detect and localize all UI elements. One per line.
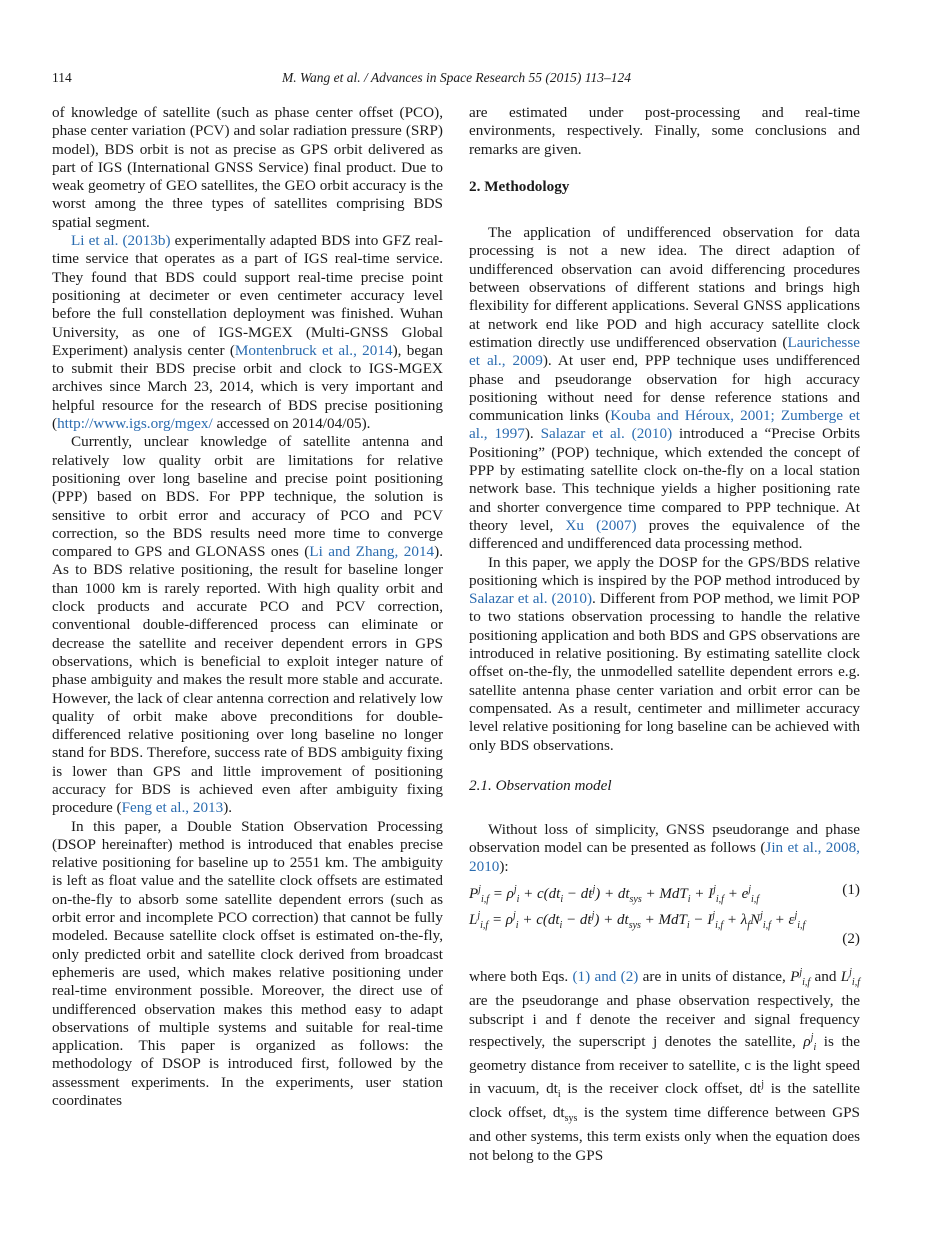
- paragraph: Without loss of simplicity, GNSS pseudorange and phase observation model can be presented as follows (Jin et al., 2008, 2010):: [469, 821, 860, 875]
- citation-link[interactable]: Jin et al., 2008, 2010: [469, 839, 860, 875]
- equation-2: [469, 904, 860, 931]
- paragraph: In this paper, a Double Station Observation Processing (DSOP hereinafter) method is introduced that enables precise relative positioning for baseline up to 2551 km. The ambiguity is left as float value and the satellite clock offsets are estimated on-the-fly to absorb some satellite dependent errors (such as orbit error and incomplete PCO correction) that cannot be fully modeled. Because satellite clock offset is estimated on-the-fly, only predicted orbit and satellite clock derived from broadcast ephemeris are used, which makes relative positioning under real-time environment possible. Moreover, the direct use of undifferenced observation makes this method easy to adapt observations of multiple systems and suitable for real-time application. This paper is organized as follows: the methodology of DSOP is introduced first, followed by the assessment experiments. In the experiments, user station coordinates: [52, 817, 443, 1110]
- equation-1-number: (1): [842, 880, 860, 898]
- journal-citation: M. Wang et al. / Advances in Space Research 55 (2015) 113–124: [281, 70, 632, 85]
- section-heading: 2. Methodology: [469, 177, 570, 195]
- paragraph: In this paper, we apply the DOSP for the GPS/BDS relative positioning which is inspired by the POP method introduced by Salazar et al. (2010). Different from POP method, we limit POP to two stations observation processing to handle the relative positioning application and both BDS and GPS observations are introduced in relative positioning. By estimating satellite clock offset on-the-fly, the unmodelled satellite dependent errors e.g. satellite antenna phase center variation and orbit error can be compensated. As a result, centimeter and millimeter accuracy level relative positioning for long baseline can be achieved with only BDS observations.: [469, 553, 860, 754]
- paragraph: Currently, unclear knowledge of satellite antenna and relatively low quality orbit are limitations for relative positioning over long baseline and precise point positioning (PPP) based on BDS. For PPP technique, the solution is sensitive to orbit error and accuracy of PCO and PCV correction, so the BDS results need more time to converge compared to GPS and GLONASS ones (Li and Zhang, 2014). As to BDS relative positioning, the result for baseline longer than 1000 km is rarely reported. With high quality orbit and clock products and accurate PCO and PCV correction, conventional double-differenced process can eliminate or decrease the satellite and receiver dependent errors in GPS observations, which is beneficial to exploit integer nature of phase ambiguity and makes the result more stable and accurate. However, the lack of clear antenna correction and relatively low quality of orbit make above preconditions for double-differenced relative positioning over long baseline no longer stand for BDS. Therefore, success rate of BDS ambiguity fixing is lower than GPS and little improvement of positioning accuracy for BDS is achieved even after ambiguity fixing procedure (Feng et al., 2013).: [52, 433, 443, 817]
- citation-link[interactable]: Salazar et al. (2010): [469, 590, 593, 608]
- paragraph: The application of undifferenced observation for data processing is not a new idea. The direct adaption of undifferenced observation can avoid differencing procedures between observations of different stations and brings high flexibility for different applications. Several GNSS applications at network end like POD and high accuracy satellite clock estimation directly use undifferenced observation (Laurichesse et al., 2009). At user end, PPP technique uses undifferenced phase and pseudorange observation for high accuracy positioning without need for dense reference stations and communication links (Kouba and Héroux, 2001; Zumberge et al., 1997). Salazar et al. (2010) introduced a “Precise Orbits Positioning” (POP) technique, which extended the concept of PPP by estimating satellite clock on-the-fly on a local station network base. This technique yields a higher positioning rate and shorter convergence time compared to PPP technique. At theory level, Xu (2007) proves the equivalence of the differenced and undifferenced data processing method.: [469, 224, 860, 553]
- paragraph: where both Eqs. (1) and (2) are in units of distance, $P^j_{i,f}$ and $L^j_{i,f}$ are the pseudorange and phase observation respectively, the subscript i and f denote the receiver and signal frequency respectively, the superscript j denotes the satellite, $\rho^j_i$ is the geometry distance from receiver to satellite, c is the light speed in vacuum, $dt_i$ is the receiver clock offset, $dt^j$ is the satellite clock offset, $dt_{sys}$ is the system time difference between GPS and other systems, this term exists only when the equation does not belong to the GPS: [469, 966, 861, 1164]
- url-link[interactable]: http://www.igs.org/mgex/: [57, 415, 213, 433]
- left-column: [52, 104, 443, 1110]
- citation-link[interactable]: Montenbruck et al., 2014: [234, 341, 393, 359]
- citation-link[interactable]: Salazar et al. (2010): [540, 425, 673, 443]
- citation-link[interactable]: Li et al. (2013b): [71, 232, 171, 250]
- paragraph: are estimated under post-processing and real-time environments, respectively. Finally, some conclusions and remarks are given.: [469, 104, 860, 158]
- page-number: 114: [52, 70, 72, 85]
- equation-link[interactable]: (1) and (2): [572, 968, 639, 986]
- paragraph: Li et al. (2013b) experimentally adapted BDS into GFZ real-time service that operates as a part of IGS real-time service. They found that BDS could support real-time precise point positioning at decimeter or even centimeter accuracy level before the full constellation deployment was finished. Wuhan University, as one of IGS-MGEX (Multi-GNSS Global Experiment) analysis center (Montenbruck et al., 2014), began to submit their BDS precise orbit and clock to IGS-MGEX archives since March 23, 2014, which is very important and helpful resource for the research of BDS precise positioning (http://www.igs.org/mgex/ accessed on 2014/04/05).: [52, 232, 443, 433]
- citation-link[interactable]: Feng et al., 2013: [121, 799, 224, 817]
- citation-link[interactable]: Li and Zhang, 2014: [309, 543, 435, 561]
- subsection-heading: 2.1. Observation model: [469, 776, 612, 794]
- equation-1: [469, 878, 860, 905]
- citation-link[interactable]: Xu (2007): [565, 516, 637, 534]
- right-column: [469, 104, 860, 1165]
- equation-2-number: (2): [842, 929, 860, 947]
- citation-link[interactable]: Laurichesse et al., 2009: [469, 333, 860, 370]
- paragraph: of knowledge of satellite (such as phase center offset (PCO), phase center variation (PCV) and solar radiation pressure (SRP) model), BDS orbit is not as precise as GPS orbit delivered as part of IGS (International GNSS Service) final product. Due to weak geometry of GEO satellites, the GEO orbit accuracy is the worst among the three types of satellites comprising BDS spatial segment.: [52, 104, 443, 231]
- equation-1-formula: $P^j_{i,f} = \rho^j_i + c(dt_i - dt^j) + dt_{sys} + MdT_i + I^j_{i,f} + e^j_{i,f}$: [469, 883, 760, 905]
- equation-2-formula: $L^j_{i,f} = \rho^j_i + c(dt_i - dt^j) + dt_{sys} + MdT_i - I^j_{i,f} + \lambda_fN^j_{i,f} + \varepsilon^j_{i,f}$: [469, 909, 806, 931]
- running-header: [52, 70, 861, 90]
- citation-link[interactable]: Kouba and Héroux, 2001; Zumberge et al., 1997: [469, 407, 860, 443]
